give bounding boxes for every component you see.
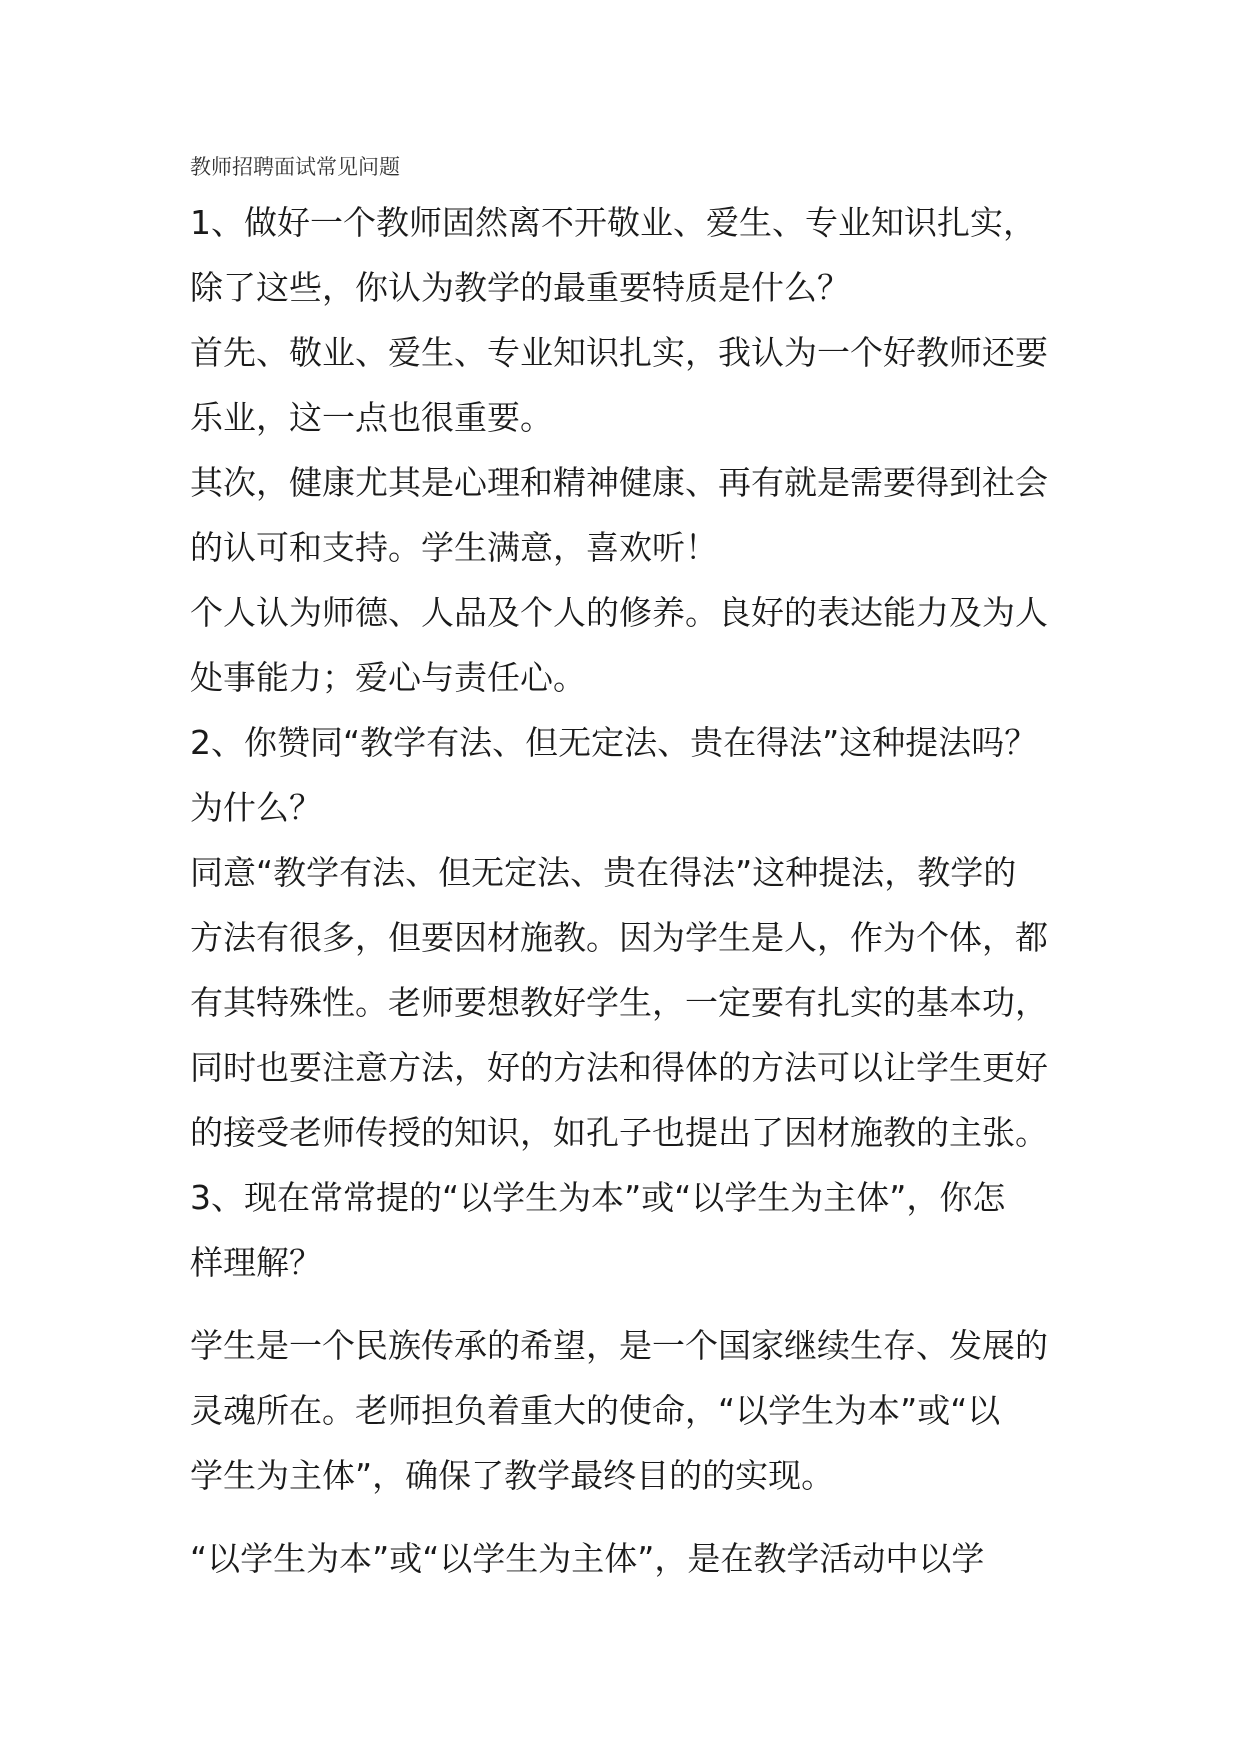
text-line: 学生为主体”，确保了教学最终目的的实现。 [190, 1456, 835, 1495]
text-line: 个人认为师德、人品及个人的修养。良好的表达能力及为人 [190, 593, 1048, 632]
paragraph-answer [190, 320, 1070, 450]
text-line: 同时也要注意方法，好的方法和得体的方法可以让学生更好 [190, 1048, 1048, 1087]
paragraph-answer [190, 580, 1070, 710]
text-line: 其次，健康尤其是心理和精神健康、再有就是需要得到社会 [190, 463, 1048, 502]
text-line: 为什么？ [190, 788, 322, 827]
paragraph-answer [190, 450, 1070, 580]
text-line: 首先、敬业、爱生、专业知识扎实，我认为一个好教师还要 [190, 333, 1048, 372]
text-line: 灵魂所在。老师担负着重大的使命，“以学生为本”或“以 [190, 1391, 1001, 1430]
text-line: “以学生为本”或“以学生为主体”，是在教学活动中以学 [190, 1539, 985, 1578]
text-line: 有其特殊性。老师要想教好学生，一定要有扎实的基本功， [190, 983, 1048, 1022]
text-line: 除了这些，你认为教学的最重要特质是什么？ [190, 268, 850, 307]
paragraph-answer [190, 840, 1070, 1165]
paragraph-question-3 [190, 1165, 1070, 1295]
text-line: 3、现在常常提的“以学生为本”或“以学生为主体”，你怎 [190, 1178, 1006, 1217]
text-line: 乐业，这一点也很重要。 [190, 398, 553, 437]
text-line: 学生是一个民族传承的希望，是一个国家继续生存、发展的 [190, 1326, 1048, 1365]
paragraph-question-1 [190, 190, 1070, 320]
document-body [190, 190, 1070, 1591]
text-line: 2、你赞同“教学有法、但无定法、贵在得法”这种提法吗？ [190, 723, 1038, 762]
paragraph-answer [190, 1313, 1070, 1508]
text-line: 同意“教学有法、但无定法、贵在得法”这种提法，教学的 [190, 853, 1017, 892]
text-line: 样理解？ [190, 1243, 322, 1282]
document-title: 教师招聘面试常见问题 [190, 155, 400, 179]
text-line: 1、做好一个教师固然离不开敬业、爱生、专业知识扎实， [190, 203, 1036, 242]
paragraph-question-2 [190, 710, 1070, 840]
text-line: 处事能力；爱心与责任心。 [190, 658, 586, 697]
text-line: 的接受老师传授的知识，如孔子也提出了因材施教的主张。 [190, 1113, 1048, 1152]
paragraph-answer [190, 1526, 1070, 1591]
text-line: 方法有很多，但要因材施教。因为学生是人，作为个体，都 [190, 918, 1048, 957]
text-line: 的认可和支持。学生满意，喜欢听！ [190, 528, 718, 567]
